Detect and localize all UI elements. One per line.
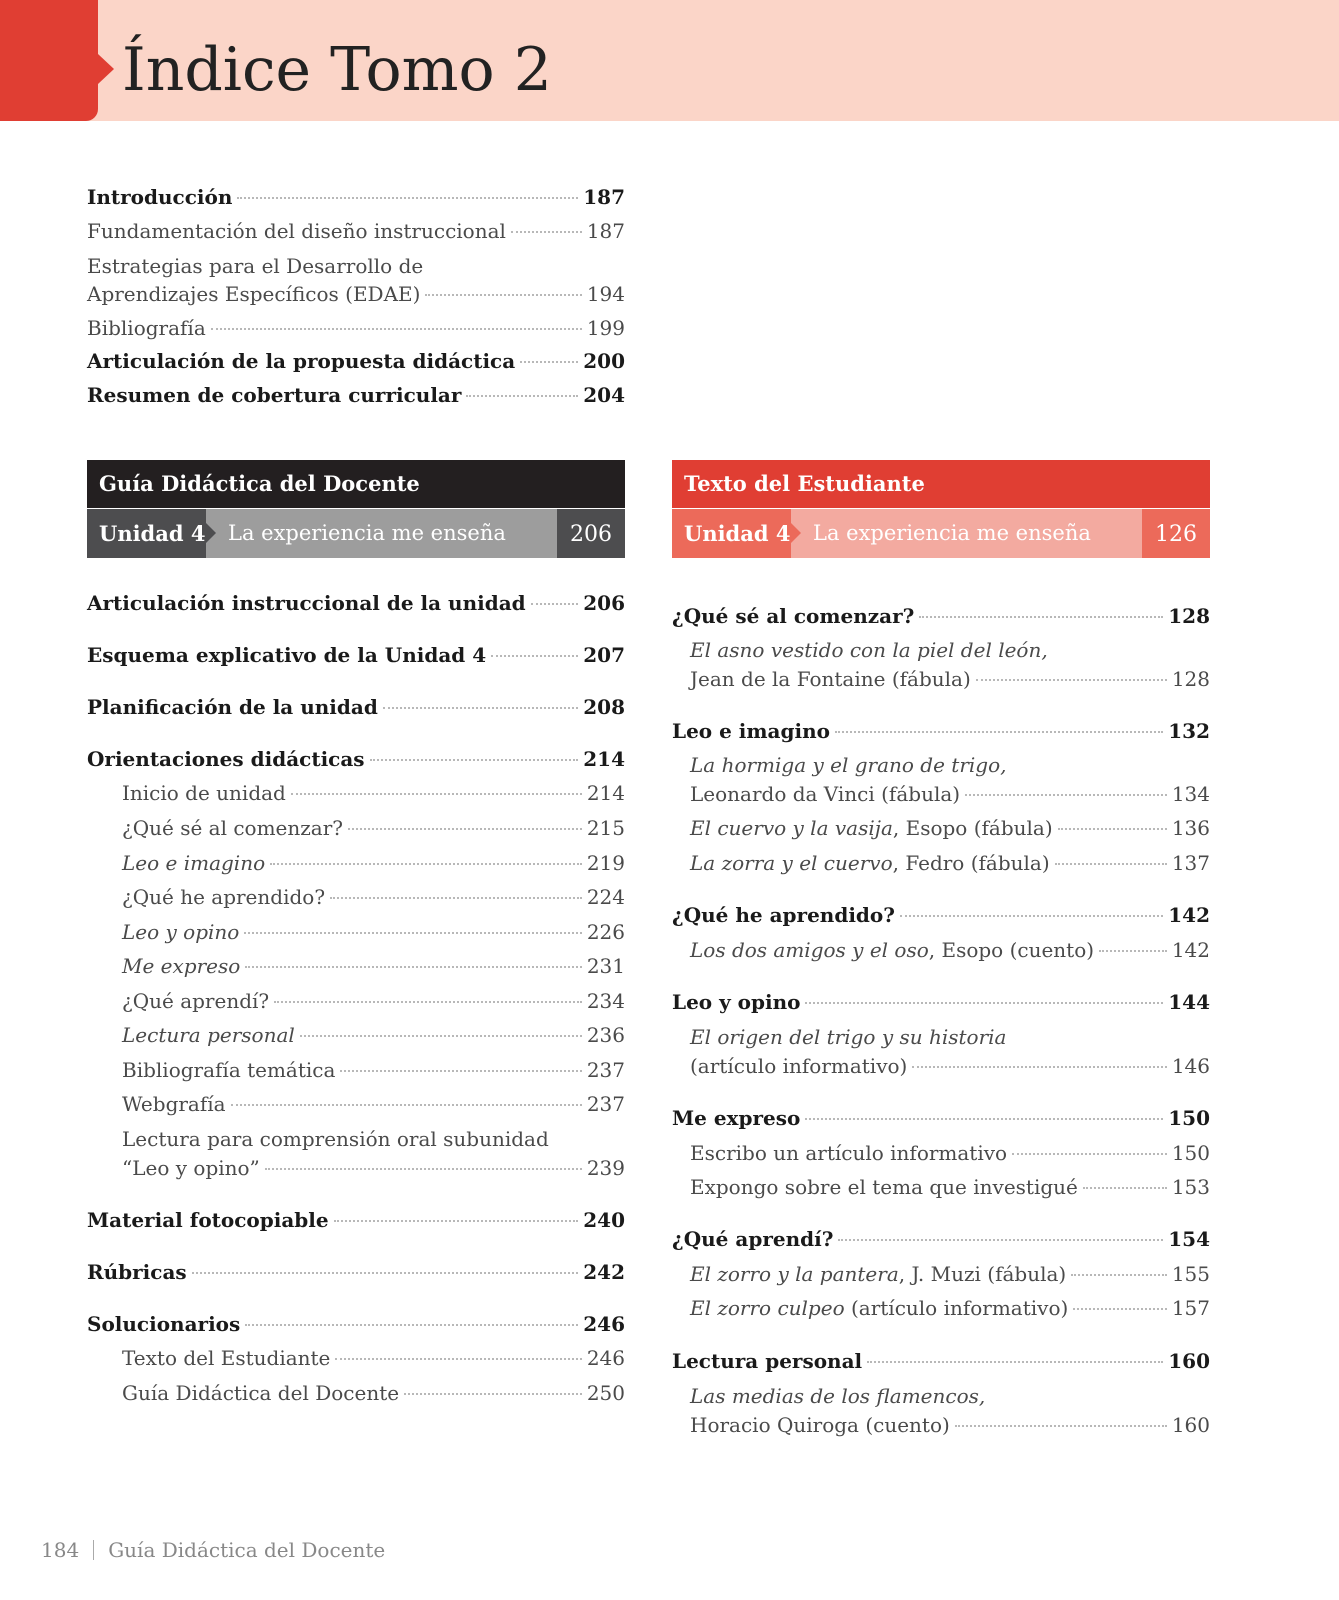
toc-entry[interactable]: El zorro y la pantera, J. Muzi (fábula) 155 [690,1262,1210,1286]
unit-page: 126 [1142,509,1210,558]
unit-page: 206 [557,509,625,558]
toc-entry-line1: El origen del trigo y su historia [690,1025,1007,1049]
toc-entry[interactable]: Bibliografía temática 237 [122,1058,625,1082]
toc-entry-line1: La hormiga y el grano de trigo, [690,753,1007,777]
toc-entry[interactable]: Lectura personal 160 [672,1349,1210,1373]
header-tab [0,0,98,121]
toc-entry[interactable]: Texto del Estudiante 246 [122,1346,625,1370]
toc-entry[interactable]: Esquema explicativo de la Unidad 4 207 [87,643,625,667]
toc-entry[interactable]: Articulación instruccional de la unidad 206 [87,591,625,615]
unit-bar-student-text [672,509,1210,558]
toc-entry[interactable]: Leo y opino 226 [122,920,625,944]
toc-entry[interactable]: Solucionarios 246 [87,1312,625,1336]
unit-title: La experiencia me enseña [791,509,1142,558]
unit-label: Unidad 4 [672,509,791,558]
page-title: Índice Tomo 2 [122,35,552,105]
toc-entry[interactable]: Material fotocopiable 240 [87,1208,625,1232]
toc-entry[interactable]: ¿Qué sé al comenzar? 128 [672,604,1210,628]
section-heading-teacher-guide: Guía Didáctica del Docente [87,460,625,508]
toc-entry[interactable]: Escribo un artículo informativo 150 [690,1141,1210,1165]
toc-entry[interactable]: Los dos amigos y el oso, Esopo (cuento) 142 [690,938,1210,962]
page-footer [41,1538,385,1562]
chevron-right-icon [791,523,801,543]
unit-bar-teacher-guide [87,509,625,558]
toc-entry[interactable]: Lectura personal 236 [122,1023,625,1047]
toc-entry-line1: El asno vestido con la piel del león, [690,638,1048,662]
toc-entry[interactable]: Expongo sobre el tema que investigué 153 [690,1175,1210,1199]
toc-entry[interactable]: Me expreso 231 [122,954,625,978]
footer-page-number: 184 [41,1538,80,1562]
toc-entry[interactable]: ¿Qué he aprendido? 224 [122,885,625,909]
toc-entry[interactable]: Inicio de unidad 214 [122,781,625,805]
toc-entry[interactable]: Resumen de cobertura curricular 204 [87,383,625,407]
toc-entry[interactable]: Rúbricas 242 [87,1260,625,1284]
toc-entry[interactable]: Aprendizajes Específicos (EDAE) 194 [87,282,625,306]
unit-title: La experiencia me enseña [206,509,557,558]
toc-entry[interactable]: Leonardo da Vinci (fábula) 134 [690,782,1210,806]
toc-entry-line1: Estrategias para el Desarrollo de [87,254,424,278]
toc-entry[interactable]: Leo e imagino 132 [672,719,1210,743]
toc-entry[interactable]: Me expreso 150 [672,1106,1210,1130]
toc-entry[interactable]: ¿Qué aprendí? 234 [122,989,625,1013]
toc-entry[interactable]: El zorro culpeo (artículo informativo) 157 [690,1296,1210,1320]
toc-entry[interactable]: ¿Qué he aprendido? 142 [672,903,1210,927]
toc-entry[interactable]: Jean de la Fontaine (fábula) 128 [690,667,1210,691]
toc-entry[interactable]: Orientaciones didácticas 214 [87,747,625,771]
section-heading-student-text: Texto del Estudiante [672,460,1210,508]
toc-entry[interactable]: (artículo informativo) 146 [690,1054,1210,1078]
toc-entry[interactable]: ¿Qué sé al comenzar? 215 [122,816,625,840]
header-arrow-icon [98,54,114,84]
toc-entry[interactable]: Guía Didáctica del Docente 250 [122,1381,625,1405]
toc-entry[interactable]: Fundamentación del diseño instruccional 187 [87,219,625,243]
toc-entry[interactable]: Planificación de la unidad 208 [87,695,625,719]
toc-entry[interactable]: Leo e imagino 219 [122,851,625,875]
toc-entry[interactable]: Articulación de la propuesta didáctica 200 [87,349,625,373]
toc-entry-line1: Las medias de los flamencos, [690,1384,986,1408]
footer-divider [93,1540,94,1560]
footer-book-title: Guía Didáctica del Docente [108,1538,386,1562]
unit-label: Unidad 4 [87,509,206,558]
toc-entry[interactable]: Webgrafía 237 [122,1092,625,1116]
toc-entry[interactable]: La zorra y el cuervo, Fedro (fábula) 137 [690,851,1210,875]
toc-entry[interactable]: Horacio Quiroga (cuento) 160 [690,1413,1210,1437]
toc-entry[interactable]: Introducción 187 [87,185,625,209]
toc-entry[interactable]: ¿Qué aprendí? 154 [672,1227,1210,1251]
toc-entry[interactable]: El cuervo y la vasija, Esopo (fábula) 136 [690,816,1210,840]
toc-entry-line1: Lectura para comprensión oral subunidad [122,1127,549,1151]
toc-entry[interactable]: Leo y opino 144 [672,990,1210,1014]
toc-entry[interactable]: Bibliografía 199 [87,316,625,340]
toc-entry[interactable]: “Leo y opino” 239 [122,1156,625,1180]
chevron-right-icon [206,523,216,543]
